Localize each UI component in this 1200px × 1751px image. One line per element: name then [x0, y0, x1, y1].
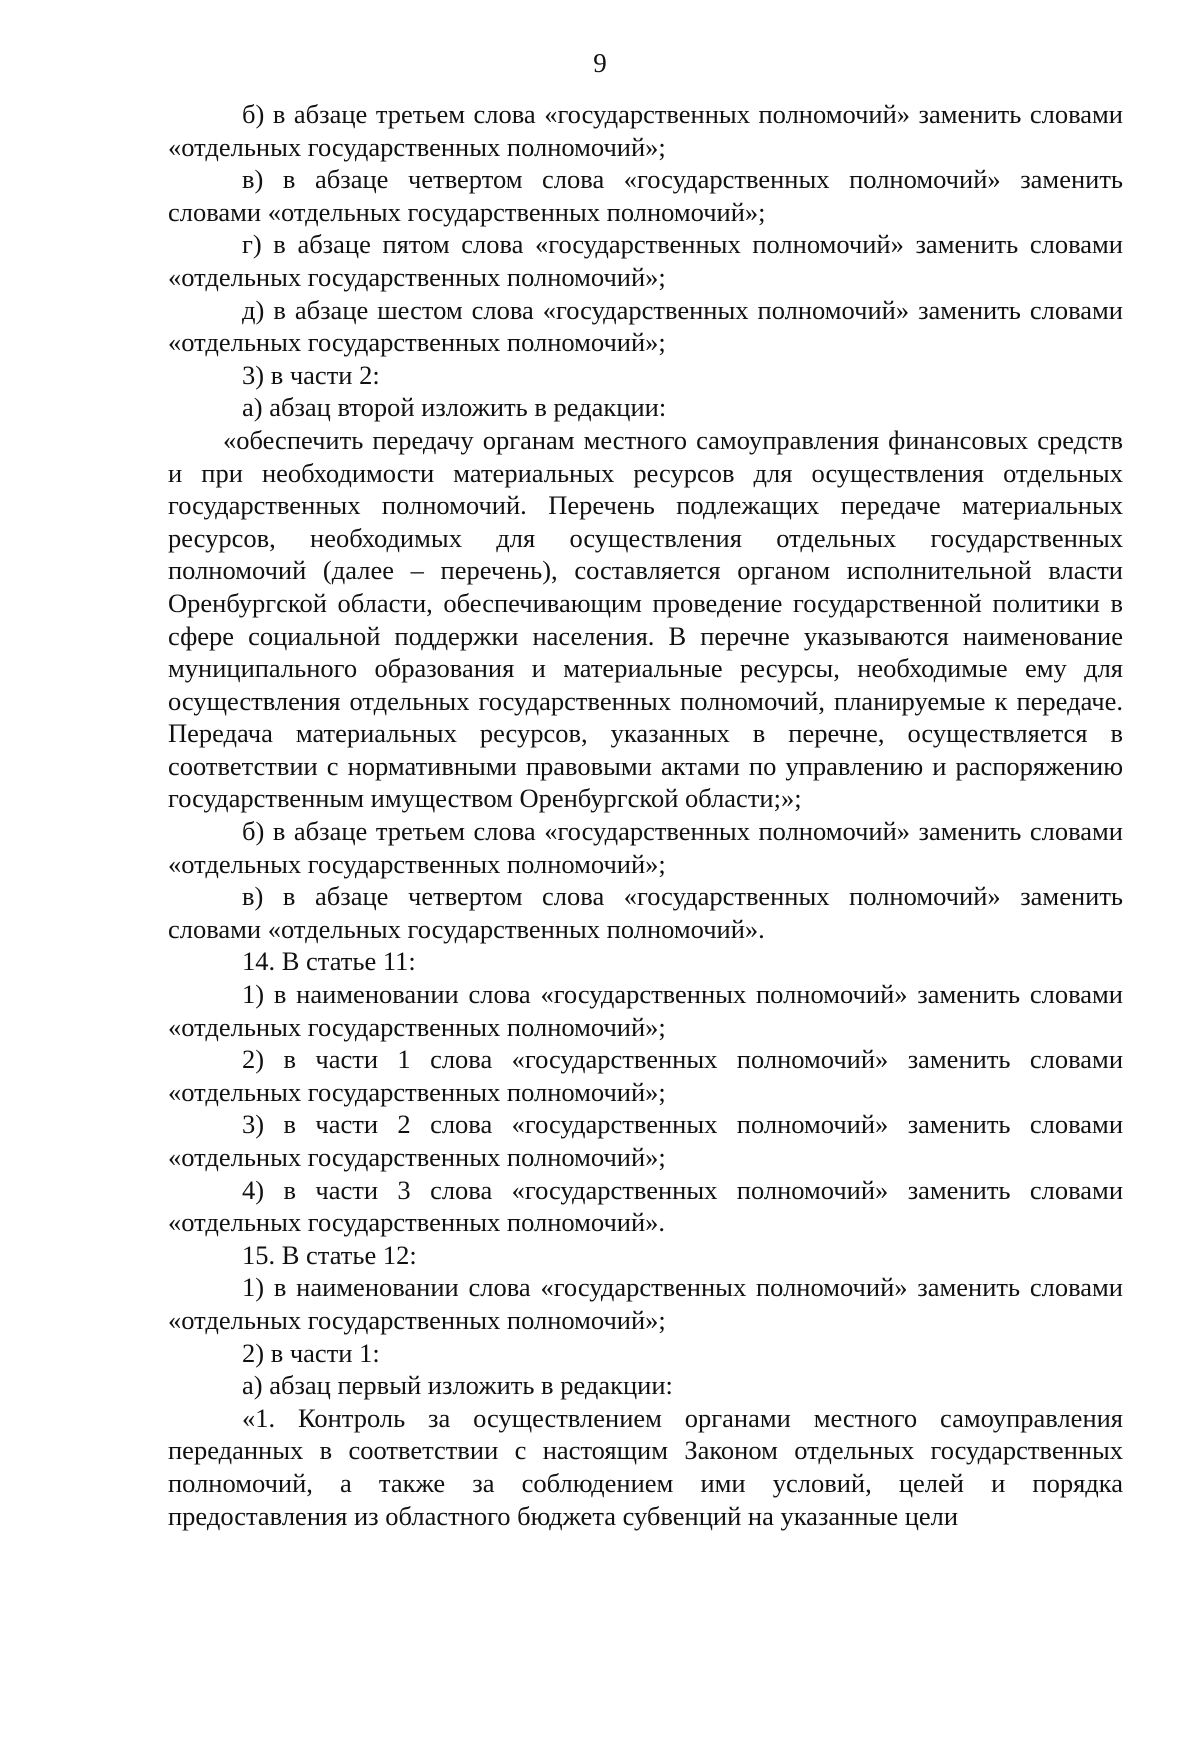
paragraph: в) в абзаце четвертом слова «государственных полномочий» заменить словами «отдельных государственных полномочий».	[168, 881, 1123, 944]
paragraph: 1) в наименовании слова «государственных полномочий» заменить словами «отдельных государственных полномочий»;	[168, 979, 1123, 1042]
paragraph: 3) в части 2 слова «государственных полномочий» заменить словами «отдельных государственных полномочий»;	[168, 1109, 1123, 1172]
paragraph: а) абзац первый изложить в редакции:	[242, 1370, 673, 1401]
paragraph: в) в абзаце четвертом слова «государственных полномочий» заменить словами «отдельных государственных полномочий»;	[168, 164, 1123, 227]
page-number: 9	[593, 48, 607, 78]
paragraph: 14. В статье 11:	[242, 946, 416, 977]
document-body	[168, 98, 1123, 1532]
quoted-paragraph: «1. Контроль за осуществлением органами местного самоуправления переданных в соответствии с настоящим Законом отдельных государственных полномочий, а также за соблюдением ими условий, целей и порядка предоставления из областного бюджета субвенций на указанные цели	[168, 1402, 1123, 1531]
quoted-paragraph: «обеспечить передачу органам местного самоуправления финансовых средств и при необходимости материальных ресурсов для осуществления отдельных государственных полномочий. Перечень подлежащих передаче материальных ресурсов, необходимых для осуществления отдельных государственных полномочий (далее – перечень), составляется органом исполнительной власти Оренбургской области, обеспечивающим проведение государственной политики в сфере социальной поддержки населения. В перечне указываются наименование муниципального образования и материальные ресурсы, необходимые ему для осуществления отдельных государственных полномочий, планируемые к передаче. Передача материальных ресурсов, указанных в перечне, осуществляется в соответствии с нормативными правовыми актами по управлению и распоряжению государственным имуществом Оренбургской области;»;	[168, 424, 1123, 814]
paragraph: 3) в части 2:	[242, 359, 380, 390]
paragraph: б) в абзаце третьем слова «государственных полномочий» заменить словами «отдельных государственных полномочий»;	[168, 99, 1123, 162]
paragraph: 2) в части 1 слова «государственных полномочий» заменить словами «отдельных государственных полномочий»;	[168, 1044, 1123, 1107]
paragraph: г) в абзаце пятом слова «государственных полномочий» заменить словами «отдельных государственных полномочий»;	[168, 229, 1123, 292]
paragraph: б) в абзаце третьем слова «государственных полномочий» заменить словами «отдельных государственных полномочий»;	[168, 816, 1123, 879]
paragraph: 4) в части 3 слова «государственных полномочий» заменить словами «отдельных государственных полномочий».	[168, 1174, 1123, 1238]
paragraph: 2) в части 1:	[242, 1337, 380, 1368]
paragraph: 1) в наименовании слова «государственных полномочий» заменить словами «отдельных государственных полномочий»;	[168, 1272, 1123, 1335]
paragraph: 15. В статье 12:	[242, 1239, 417, 1270]
paragraph: а) абзац второй изложить в редакции:	[242, 392, 667, 423]
paragraph: д) в абзаце шестом слова «государственных полномочий» заменить словами «отдельных государственных полномочий»;	[168, 294, 1123, 358]
